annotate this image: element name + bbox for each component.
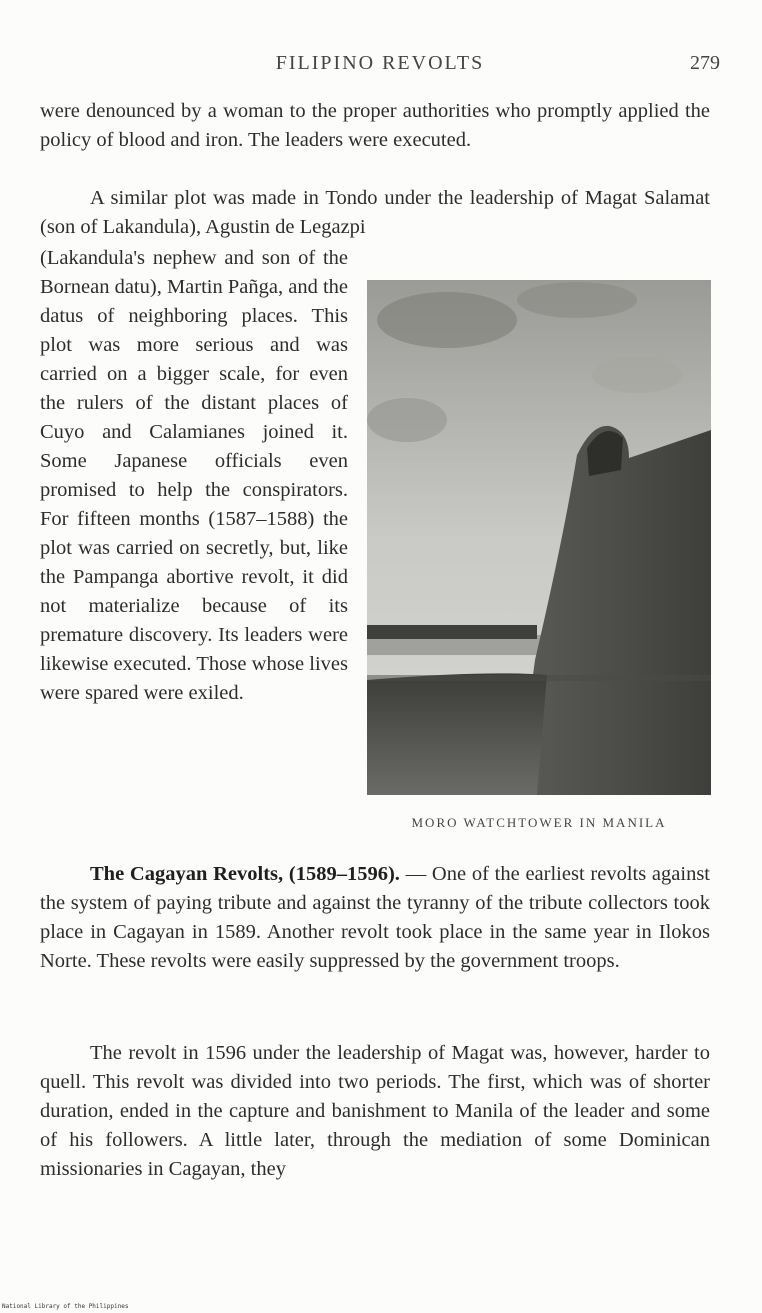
paragraph-4	[40, 1039, 710, 1184]
paragraph-3-body: — One of the earliest revolts against the system of paying tribute and against the tyranny of the tribute collectors took place in Cagayan in 1589. Another revolt took place in the same year in Ilokos Norte. These revolts were easily suppressed by the government troops.	[40, 863, 711, 972]
paragraph-2-top	[40, 184, 710, 242]
page-number: 279	[690, 52, 720, 74]
paragraph-1	[40, 97, 710, 155]
paragraph-3-text	[40, 860, 710, 976]
paragraph-2-wrapped	[40, 244, 348, 708]
watchtower-photo	[367, 280, 711, 795]
paragraph-2-top-text: A similar plot was made in Tondo under the leadership of Magat Salamat (son of Lakandula), Agustin de Legazpi	[40, 187, 710, 238]
footer-credit: National Library of the Philippines	[2, 1303, 129, 1310]
figure-caption: MORO WATCHTOWER IN MANILA	[411, 815, 667, 830]
section-heading: The Cagayan Revolts, (1589–1596).	[90, 863, 400, 885]
running-head	[40, 52, 720, 80]
paragraph-4-text: The revolt in 1596 under the leadership of Magat was, however, harder to quell. This revolt was divided into two periods. The first, which was of shorter duration, ended in the capture and banishment to Manila of the leader and some of his followers. A little later, through the mediation of some Dominican missionaries in Cagayan, they	[40, 1042, 710, 1180]
running-title: FILIPINO REVOLTS	[275, 52, 485, 74]
watchtower-image	[367, 280, 711, 795]
paragraph-1-text: were denounced by a woman to the proper authorities who promptly applied the policy of blood and iron. The leaders were executed.	[40, 100, 710, 151]
paragraph-2-wrapped-text: (Lakandula's nephew and son of the Bornean datu), Martin Pañga, and the datus of neighboring places. This plot was more serious and was carried on a bigger scale, for even the rulers of the distant places of Cuyo and Calamianes joined it. Some Japanese officials even promised to help the conspirators. For fifteen months (1587–1588) the plot was carried on secretly, but, like the Pampanga abortive revolt, it did not materialize because of its premature discovery. Its leaders were likewise executed. Those whose lives were spared were exiled.	[40, 247, 348, 704]
paragraph-3	[40, 860, 710, 976]
